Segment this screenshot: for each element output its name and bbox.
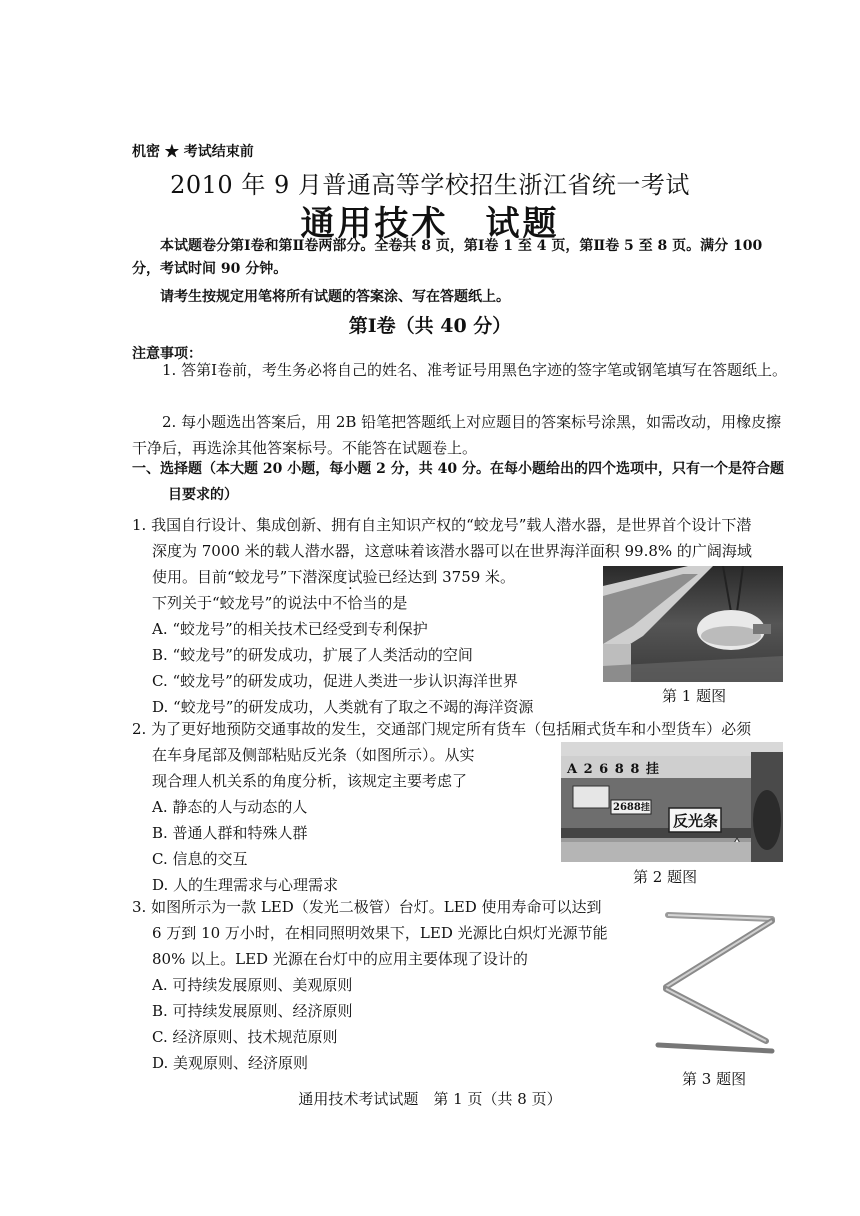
submersible-image [603,566,783,682]
truck-photo [561,742,783,862]
q3-line-2: 6 万到 10 万小时，在相同照明效果下，LED 光源比白炽灯光源节能 [152,924,608,942]
q2-caption: 第 2 题图 [633,868,698,886]
q1-line-3: 使用。目前“蛟龙号”下潜深度试验已经达到 3759 米。 [152,568,516,586]
q3-option-b: B. 可持续发展原则、经济原则 [152,1002,353,1020]
q1-caption: 第 1 题图 [662,687,727,705]
q1-stem-emphasis: 不恰当 [332,594,378,612]
q1-option-d: D. “蛟龙号”的研发成功，人类就有了取之不竭的海洋资源 [152,698,534,716]
exam-title: 通用技术 试题 [300,204,560,244]
q1-line-1: 1. 我国自行设计、集成创新、拥有自主知识产权的“蛟龙号”载人潜水器，是世界首个设计下潜 [132,516,752,534]
q3-option-c: C. 经济原则、技术规范原则 [152,1028,338,1046]
truck-plate-top: A 2 6 8 8 挂 [567,762,660,777]
q3-line-1: 3. 如图所示为一款 LED（发光二极管）台灯。LED 使用寿命可以达到 [132,898,602,916]
reflective-strip-label: 反光条 [673,812,719,830]
q1-option-b: B. “蛟龙号”的研发成功，扩展了人类活动的空间 [152,646,473,664]
notes-heading: 注意事项： [132,346,202,362]
q1-stem-end: 的是 [377,594,408,612]
section-heading: 一、选择题（本大题 20 小题，每小题 2 分，共 40 分。在每小题给出的四个选项中，只有一个是符合题目要求的） [132,461,784,503]
q3-caption: 第 3 题图 [682,1070,747,1088]
q1-stem-start: 下列关于“蛟龙号”的说法中 [152,594,333,612]
q3-option-d: D. 美观原则、经济原则 [152,1054,309,1072]
answer-instruction: 请考生按规定用笔将所有试题的答案涂、写在答题纸上。 [160,289,510,305]
led-lamp-image [648,905,776,1059]
page-footer: 通用技术考试试题 第 1 页（共 8 页） [298,1090,562,1108]
q2-line-3: 现合理人机关系的角度分析，该规定主要考虑了 [152,772,468,790]
q2-line-2: 在车身尾部及侧部粘贴反光条（如图所示）。从实 [152,746,475,764]
submersible-photo [603,566,783,682]
q2-line-1: 2. 为了更好地预防交通事故的发生，交通部门规定所有货车（包括厢式货车和小型货车）必须 [132,720,752,738]
intro-paragraph: 本试题卷分第Ⅰ卷和第Ⅱ卷两部分。全卷共 8 页，第Ⅰ卷 1 至 4 页，第Ⅱ卷 5 至 8 页。满分 100 分，考试时间 90 分钟。 [132,238,763,277]
q1-line-2: 深度为 7000 米的载人潜水器，这意味着该潜水器可以在世界海洋面积 99.8% 的广阔海域 [152,542,752,560]
q1-option-c: C. “蛟龙号”的研发成功，促进人类进一步认识海洋世界 [152,672,518,690]
q1-option-a: A. “蛟龙号”的相关技术已经受到专利保护 [152,620,428,638]
q3-option-a: A. 可持续发展原则、美观原则 [152,976,353,994]
volume-heading: 第Ⅰ卷（共 40 分） [348,315,512,337]
note-item-2: 2. 每小题选出答案后，用 2B 铅笔把答题纸上对应题目的答案标号涂黑，如需改动，用橡皮擦干净后，再选涂其他答案标号。不能答在试题卷上。 [132,413,782,457]
truck-plate-small: 2688挂 [613,802,650,813]
q2-option-b: B. 普通人群和特殊人群 [152,824,308,842]
q2-option-c: C. 信息的交互 [152,850,248,868]
confidential-mark: 机密 ★ 考试结束前 [132,144,254,160]
note-item-1: 1. 答第Ⅰ卷前，考生务必将自己的姓名、准考证号用黑色字迹的签字笔或钢笔填写在答题纸上。 [162,361,788,379]
q2-option-d: D. 人的生理需求与心理需求 [152,876,339,894]
exam-subtitle: 2010 年 9 月普通高等学校招生浙江省统一考试 [170,171,690,199]
q1-stem [152,592,407,613]
q3-line-3: 80% 以上。LED 光源在台灯中的应用主要体现了设计的 [152,950,528,968]
led-lamp-photo [648,905,776,1059]
q2-option-a: A. 静态的人与动态的人 [152,798,308,816]
